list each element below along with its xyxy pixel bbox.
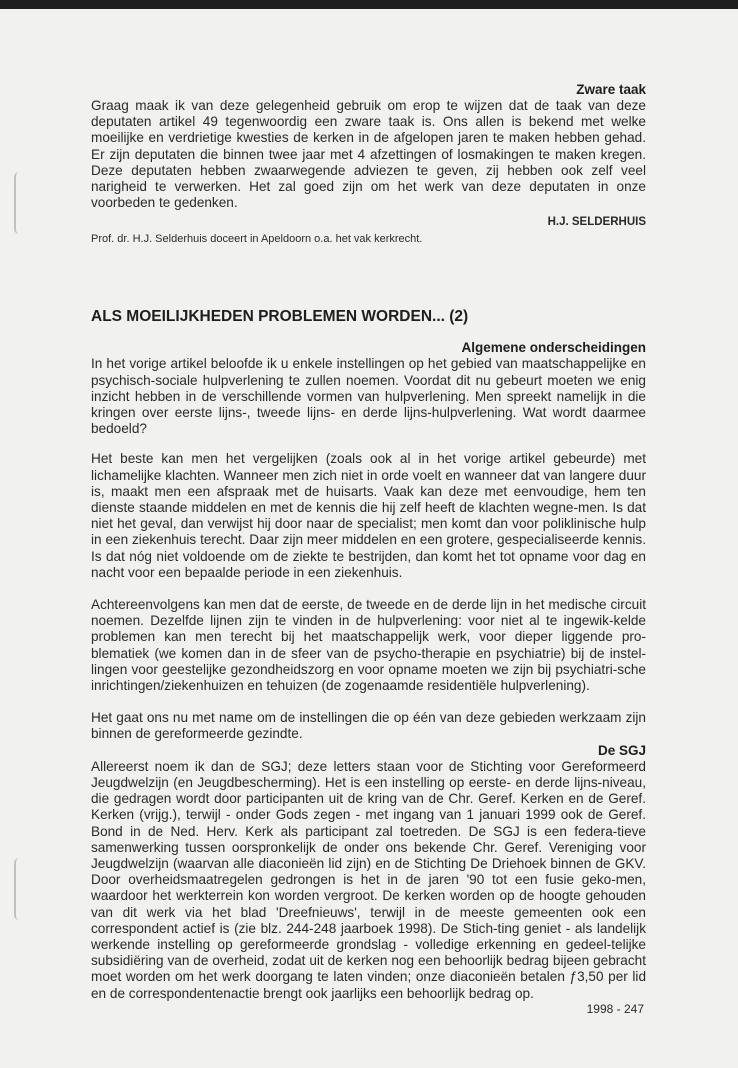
author-note: Prof. dr. H.J. Selderhuis doceert in Apeldoorn o.a. het vak kerkrecht. [91,233,423,246]
article-paragraph-4: Het gaat ons nu met name om de instellingen die op één van deze gebieden werkzaam zijn binnen de gereformeerde gezindte. [91,710,646,742]
article-paragraph-3: Achtereenvolgens kan men dat de eerste, de tweede en de derde lijn in het medische circuit noemen. Dezelfde lijnen zijn te vinden in de hulpverlening: voor niet al te ingewik-kelde problemen kan men terecht bij het maatschappelijk werk, voor dieper liggende pro-blematiek (we komen dan in de sfeer van de psycho-therapie en psychiatrie) bij de instel-lingen voor geestelijke gezondheidszorg en voor opname moeten we zijn bij psychiatri-sche inrichtingen/ziekenhuizen en tehuizen (de zogenaamde residentiële hulpverlening). [91,597,646,694]
article-title: ALS MOEILIJKHEDEN PROBLEMEN WORDEN... (2) [91,308,469,326]
article-paragraph-1: In het vorige artikel beloofde ik u enkele instellingen op het gebied van maatschappelijke en psychisch-sociale hulpverlening te zullen noemen. Voordat dit nu gebeurt moeten we enig inzicht hebben in de verschillende vormen van hulpverlening. Men spreekt namelijk in die kringen over eerste lijns-, tweede lijns- en derde lijns-hulpverlening. Wat wordt daarmee bedoeld? [91,356,646,437]
scan-top-edge [0,0,738,9]
author-signature: H.J. SELDERHUIS [547,216,646,229]
page-content [91,82,646,1002]
article-paragraph-sgj: Allereerst noem ik dan de SGJ; deze letters staan voor de Stichting voor Gereformeerd Jeugdwelzijn (en Jeugdbescherming). Het is een instelling op eerste- en derde lijns-niveau, die gedragen wordt door participanten uit de kring van de Chr. Geref. Kerken en de Geref. Kerken (vrijg.), terwijl - onder Gods zegen - met ingang van 1 januari 1999 ook de Geref. Bond in de Ned. Herv. Kerk als participant zal toetreden. De SGJ is een federa-tieve samenwerking tussen oorspronkelijk de onder ons bekende Chr. Geref. Vereniging voor Jeugdwelzijn (waarvan alle diaconieën lid zijn) en de Stichting De Driehoek binnen de GKV. Door overheidsmaatregelen gedrongen is het in de jaren '90 tot een fusie geko-men, waardoor het werkterrein kon worden vergroot. De kerken worden op de hoogte gehouden van dit werk via het blad 'Dreefnieuws', terwijl in de meeste gemeenten ook een correspondent actief is (zie blz. 244-248 jaarboek 1998). De Stich-ting geniet - als landelijk werkende instelling op gereformeerde grondslag - volledige erkenning en gedeel-telijke subsidiëring van de overheid, zodat uit de kerken nog een behoorlijk bedrag bijeen gebracht moet worden om het werk doorgang te laten vinden; onze diaconieën betalen ƒ3,50 per lid en de correspondentenactie brengt ook jaarlijks een behoorlijk bedrag op. [91,758,646,1001]
heading-zware-taak: Zware taak [576,82,646,97]
subheading-de-sgj: De SGJ [597,742,646,758]
binder-hole-mark-top [14,172,26,234]
page-number: 1998 - 247 [586,1002,644,1016]
paragraph-zware-taak: Graag maak ik van deze gelegenheid gebruik om erop te wijzen dat de taak van deze deputaten artikel 49 tegenwoordig een zware taak is. Ons allen is bekend met welke moeilijke en verdrietige kwesties de kerken in de afgelopen jaren te maken hebben gehad. Er zijn deputaten die binnen twee jaar met 4 afzettingen of losmakingen te maken kregen. Deze deputaten hebben zwaarwegende adviezen te geven, zij hebben ook zelf veel narigheid te verwerken. Het zal goed zijn om het werk van deze deputaten in onze voorbeden te gedenken. [91,98,646,211]
article-paragraph-2: Het beste kan men het vergelijken (zoals ook al in het vorige artikel gebeurde) met lichamelijke klachten. Wanneer men zich niet in orde voelt en wanneer dat van langere duur is, maakt men een afspraak met de huisarts. Vaak kan deze met eenvoudige, hem ten dienste staande middelen en met de kennis die hij zelf heeft de klachten wegne-men. Is dat niet het geval, dan verwijst hij door naar de specialist; men komt dan voor poliklinische hulp in een ziekenhuis terecht. Daar zijn meer middelen en een grotere, gespecialiseerde kennis. Is dat nóg niet voldoende om de ziekte te bestrijden, dan komt het tot opname voor dag en nacht voor een bepaalde periode in een ziekenhuis. [91,451,646,580]
subheading-algemene-onderscheidingen: Algemene onderscheidingen [461,340,646,356]
binder-hole-mark-bottom [14,858,26,920]
